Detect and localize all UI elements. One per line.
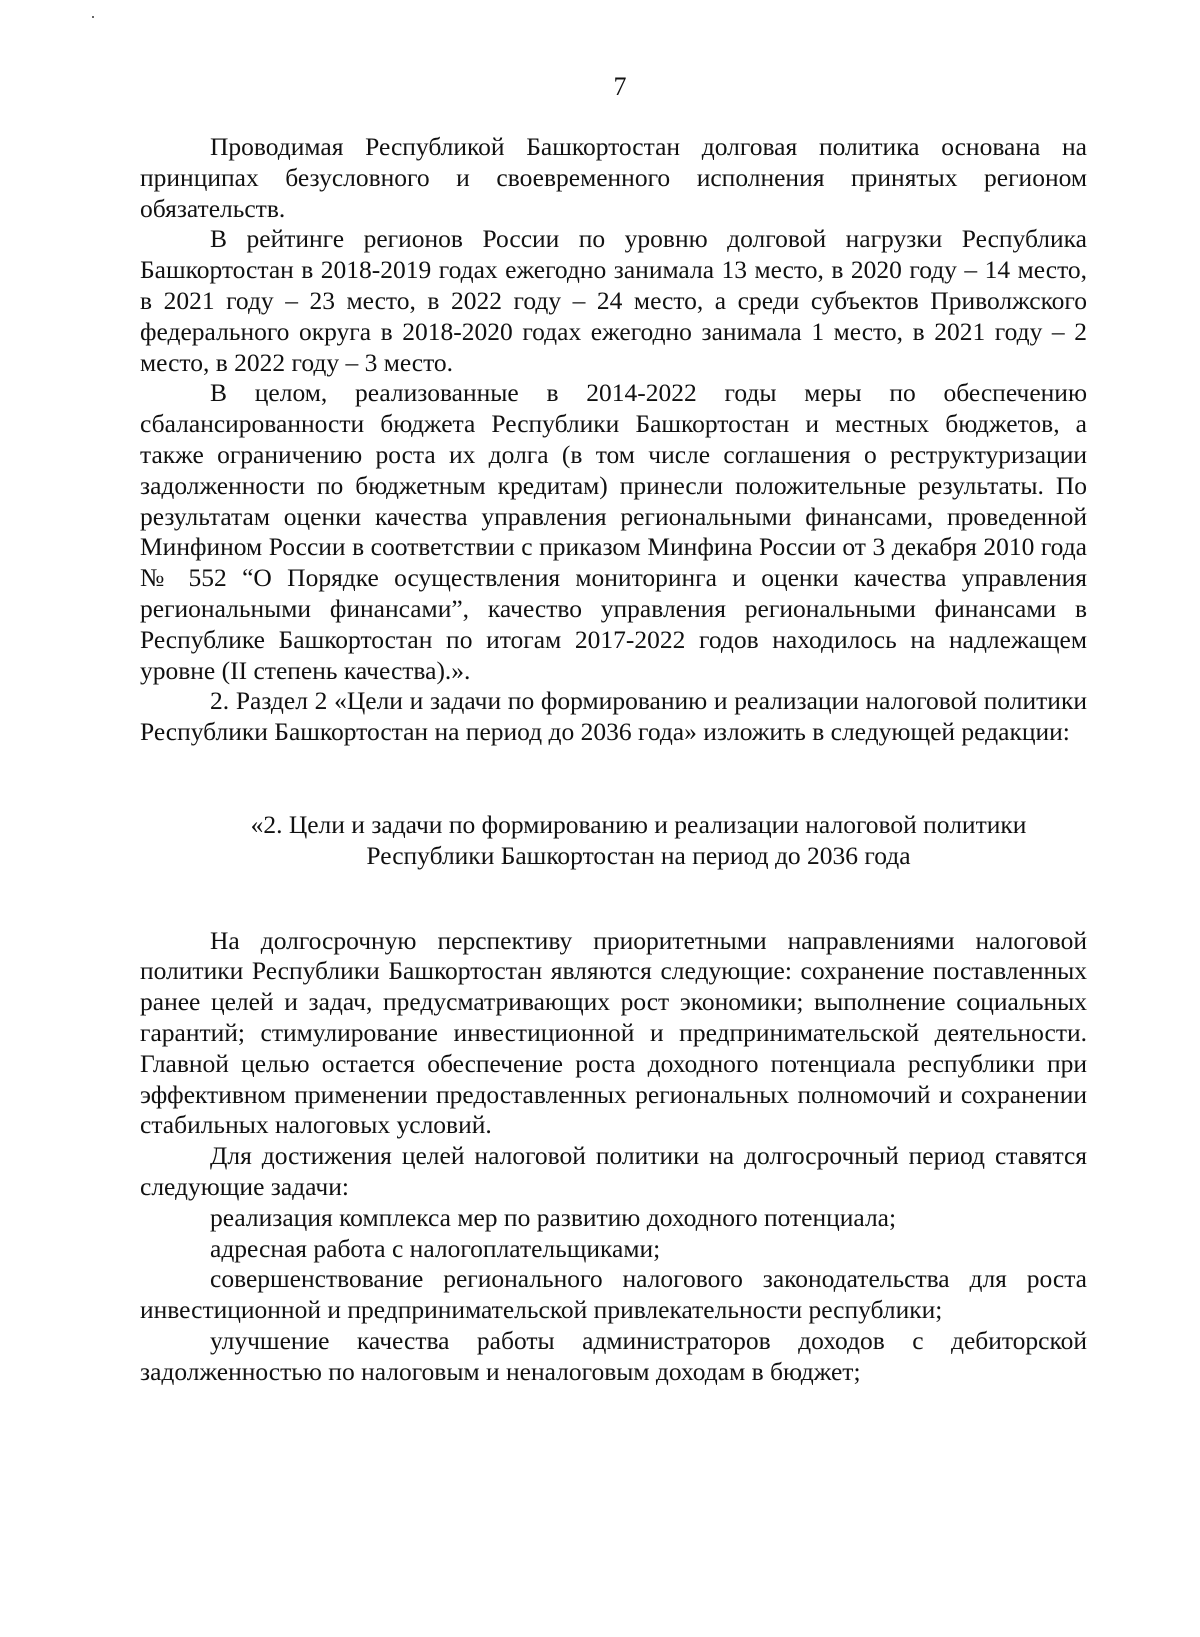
list-item-task-2: адресная работа с налогоплательщиками; [210,1233,661,1263]
page-number: 7 [613,72,627,101]
paragraph-debt-rating: В рейтинге регионов России по уровню долговой нагрузки Республика Башкортостан в 2018-2019 годах ежегодно занимала 13 место, в 2020 году – 14 место, в 2021 году – 23 место, в 2022 году – 24 место, а среди субъектов Приволжского федерального округа в 2018-2020 годах ежегодно занимала 1 место, в 2021 году – 2 место, в 2022 году – 3 место. [140,224,1087,377]
paragraph-section-amendment: 2. Раздел 2 «Цели и задачи по формированию и реализации налоговой политики Республики Башкортостан на период до 2036 года» изложить в следующей редакции: [140,686,1087,747]
section-heading-line-2: Республики Башкортостан на период до 2036 года [366,840,911,870]
paragraph-tax-tasks-intro: Для достижения целей налоговой политики на долгосрочный период ставятся следующие задачи: [140,1141,1087,1201]
paragraph-budget-results: В целом, реализованные в 2014-2022 годы меры по обеспечению сбалансированности бюджета Республики Башкортостан и местных бюджетов, а также ограничению роста их долга (в том числе соглашения о реструктуризации задолженности по бюджетным кредитам) принесли положительные результаты. По результатам оценки качества управления региональными финансами, проведенной Минфином России в соответствии с приказом Минфина России от 3 декабря 2010 года № 552 “О Порядке осуществления мониторинга и оценки качества управления региональными финансами”, качество управления региональными финансами в Республике Башкортостан по итогам 2017-2022 годов находилось на надлежащем уровне (II степень качества).». [140,378,1087,685]
document-body [140,132,1087,1387]
list-item-task-1: реализация комплекса мер по развитию доходного потенциала; [210,1202,897,1232]
paragraph-tax-priorities: На долгосрочную перспективу приоритетными направлениями налоговой политики Республики Башкортостан являются следующие: сохранение поставленных ранее целей и задач, предусматривающих рост экономики; выполнение социальных гарантий; стимулирование инвестиционной и предпринимательской деятельности. Главной целью остается обеспечение роста доходного потенциала республики при эффективном применении предоставленных региональных полномочий и сохранении стабильных налоговых условий. [140,925,1087,1140]
section-heading-line-1: «2. Цели и задачи по формированию и реализации налоговой политики [250,809,1027,839]
section-heading [140,810,1087,872]
scan-speck [92,16,94,18]
list-item-task-4: улучшение качества работы администраторов доходов с дебиторской задолженностью по налоговым и неналоговым доходам в бюджет; [140,1325,1087,1386]
paragraph-debt-policy: Проводимая Республикой Башкортостан долговая политика основана на принципах безусловного и своевременного исполнения принятых регионом обязательств. [140,132,1087,223]
list-item-task-3: совершенствование регионального налогового законодательства для роста инвестиционной и предпринимательской привлекательности республики; [140,1264,1087,1325]
